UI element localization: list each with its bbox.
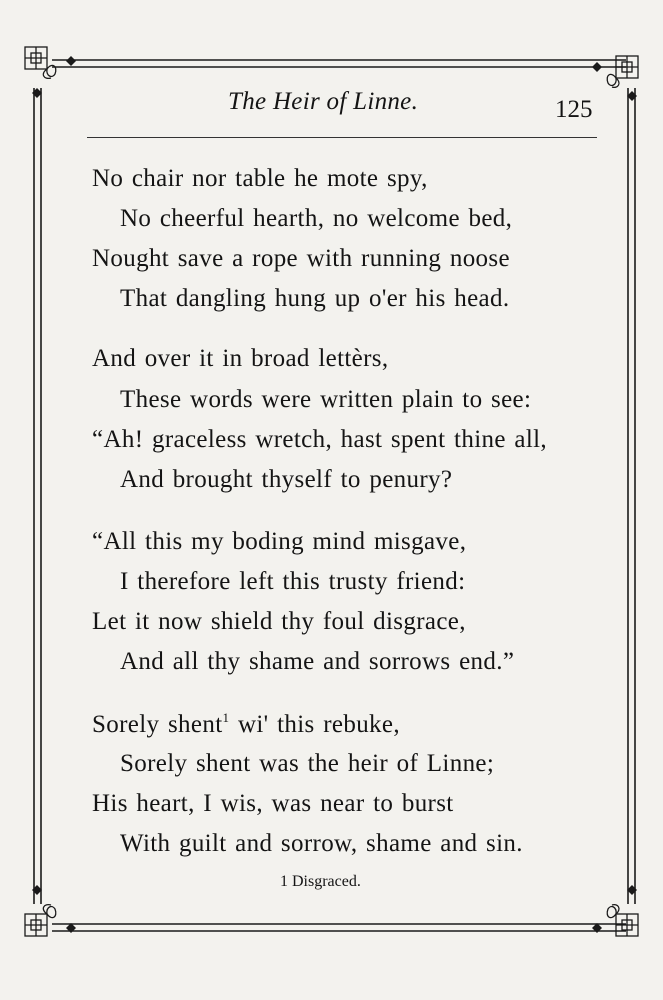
header-rule bbox=[87, 137, 597, 138]
verse-line bbox=[92, 710, 400, 739]
verse-line: These words were written plain to see: bbox=[120, 386, 532, 413]
verse-line: Let it now shield thy foul disgrace, bbox=[92, 608, 466, 635]
verse-line: That dangling hung up o'er his head. bbox=[120, 285, 510, 312]
page-number: 125 bbox=[555, 96, 593, 123]
verse-line: And all thy shame and sorrows end.” bbox=[120, 648, 515, 675]
verse-line: And over it in broad lettèrs, bbox=[92, 345, 389, 372]
running-title: The Heir of Linne. bbox=[228, 88, 419, 115]
verse-text: wi' this rebuke, bbox=[229, 711, 400, 738]
footnote: 1 Disgraced. bbox=[280, 873, 361, 890]
verse-line: His heart, I wis, was near to burst bbox=[92, 790, 454, 817]
verse-line: No cheerful hearth, no welcome bed, bbox=[120, 205, 513, 232]
verse-line: Sorely shent was the heir of Linne; bbox=[120, 750, 495, 777]
verse-line: No chair nor table he mote spy, bbox=[92, 165, 428, 192]
corner-ornament-top-left bbox=[25, 47, 56, 78]
verse-text: Sorely shent bbox=[92, 711, 223, 738]
verse-line: With guilt and sorrow, shame and sin. bbox=[120, 830, 523, 857]
corner-ornament-bottom-left bbox=[25, 905, 56, 936]
footnote-marker: 1 bbox=[222, 710, 230, 725]
verse-line: Nought save a rope with running noose bbox=[92, 245, 510, 272]
verse-line: “Ah! graceless wretch, hast spent thine all, bbox=[92, 426, 548, 453]
verse-line: I therefore left this trusty friend: bbox=[120, 568, 466, 595]
verse-line: “All this my boding mind misgave, bbox=[92, 528, 467, 555]
verse-line: And brought thyself to penury? bbox=[120, 466, 453, 493]
